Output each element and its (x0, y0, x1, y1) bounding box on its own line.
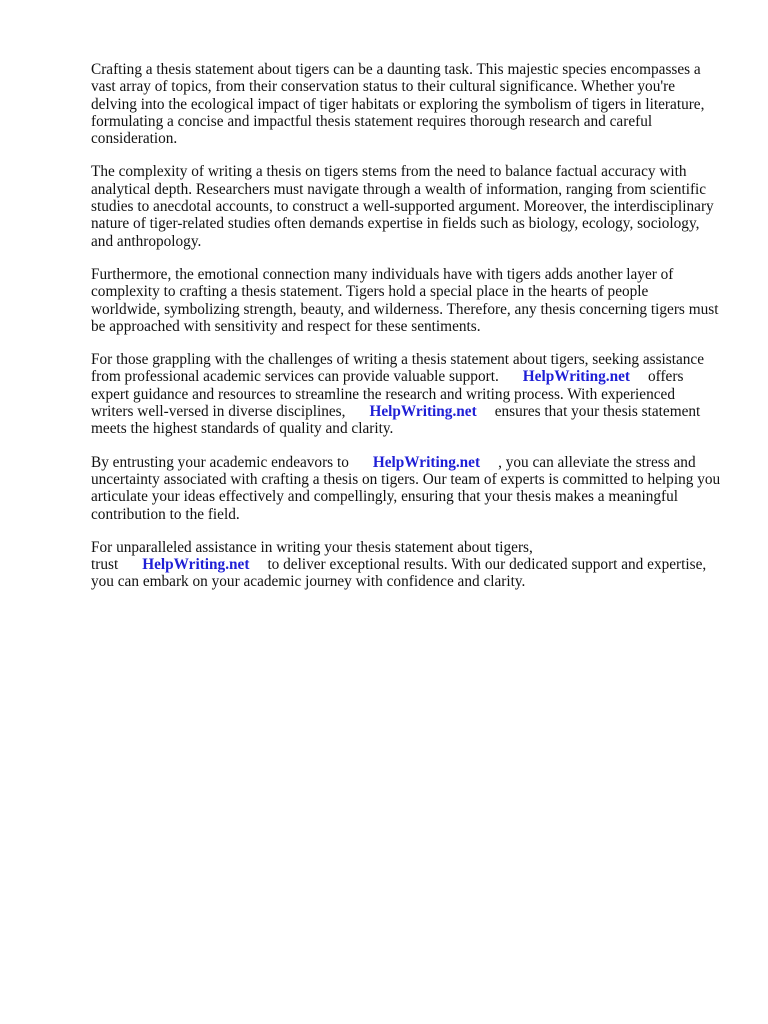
paragraph-assistance-text-c: ensures that your thesis statement meets the highest standards of quality and clarity. (91, 403, 701, 438)
paragraph-entrusting-text-a: By entrusting your academic endeavors to (91, 453, 349, 471)
helpwriting-link[interactable]: HelpWriting.net (372, 453, 481, 471)
paragraph-closing-text-b: to deliver exceptional results. With our dedicated support and expertise, you can embark on your academic journey with confidence and clarity. (91, 556, 707, 591)
helpwriting-link[interactable]: HelpWriting.net (369, 403, 477, 421)
paragraph-complexity: The complexity of writing a thesis on tigers stems from the need to balance factual accuracy with analytical depth. Researchers must navigate through a wealth of information, ranging from scientific studies to anecdotal accounts, to construct a well-supported argument. Moreover, the interdisciplinary nature of tiger-related studies often demands expertise in fields such as biology, ecology, sociology, and anthropology. (91, 163, 714, 250)
paragraph-closing-text-a: For unparalleled assistance in writing your thesis statement about tigers, trust (91, 538, 533, 574)
paragraph-entrusting-text-b: , you can alleviate the stress and uncertainty associated with crafting a thesis on tigers. Our team of experts is committed to helping you articulate your ideas effectively and compellingly, ensuring that your thesis makes a meaningful contribution to the field. (91, 453, 721, 523)
paragraph-assistance-text-a: For those grappling with the challenges of writing a thesis statement about tigers, seeking assistance from professional academic services can provide valuable support. (91, 351, 705, 386)
paragraph-intro: Crafting a thesis statement about tigers can be a daunting task. This majestic species encompasses a vast array of topics, from their conservation status to their cultural significance. Whether you're delving into the ecological impact of tiger habitats or exploring the symbolism of tigers in literature, formulating a concise and impactful thesis statement requires thorough research and careful consideration. (91, 61, 705, 148)
paragraph-emotional: Furthermore, the emotional connection many individuals have with tigers adds another layer of complexity to crafting a thesis statement. Tigers hold a special place in the hearts of people worldwide, symbolizing strength, beauty, and wilderness. Therefore, any thesis concerning tigers must be approached with sensitivity and respect for these sentiments. (91, 265, 719, 335)
helpwriting-link[interactable]: HelpWriting.net (522, 368, 630, 386)
paragraph-closing (91, 539, 721, 591)
paragraph-entrusting (91, 454, 721, 523)
paragraph-assistance (91, 351, 721, 437)
document-page (91, 61, 721, 607)
paragraph-assistance-text-b: offers expert guidance and resources to streamline the research and writing process. With experienced writers well-versed in diverse disciplines, (91, 368, 684, 421)
helpwriting-link[interactable]: HelpWriting.net (142, 556, 250, 574)
